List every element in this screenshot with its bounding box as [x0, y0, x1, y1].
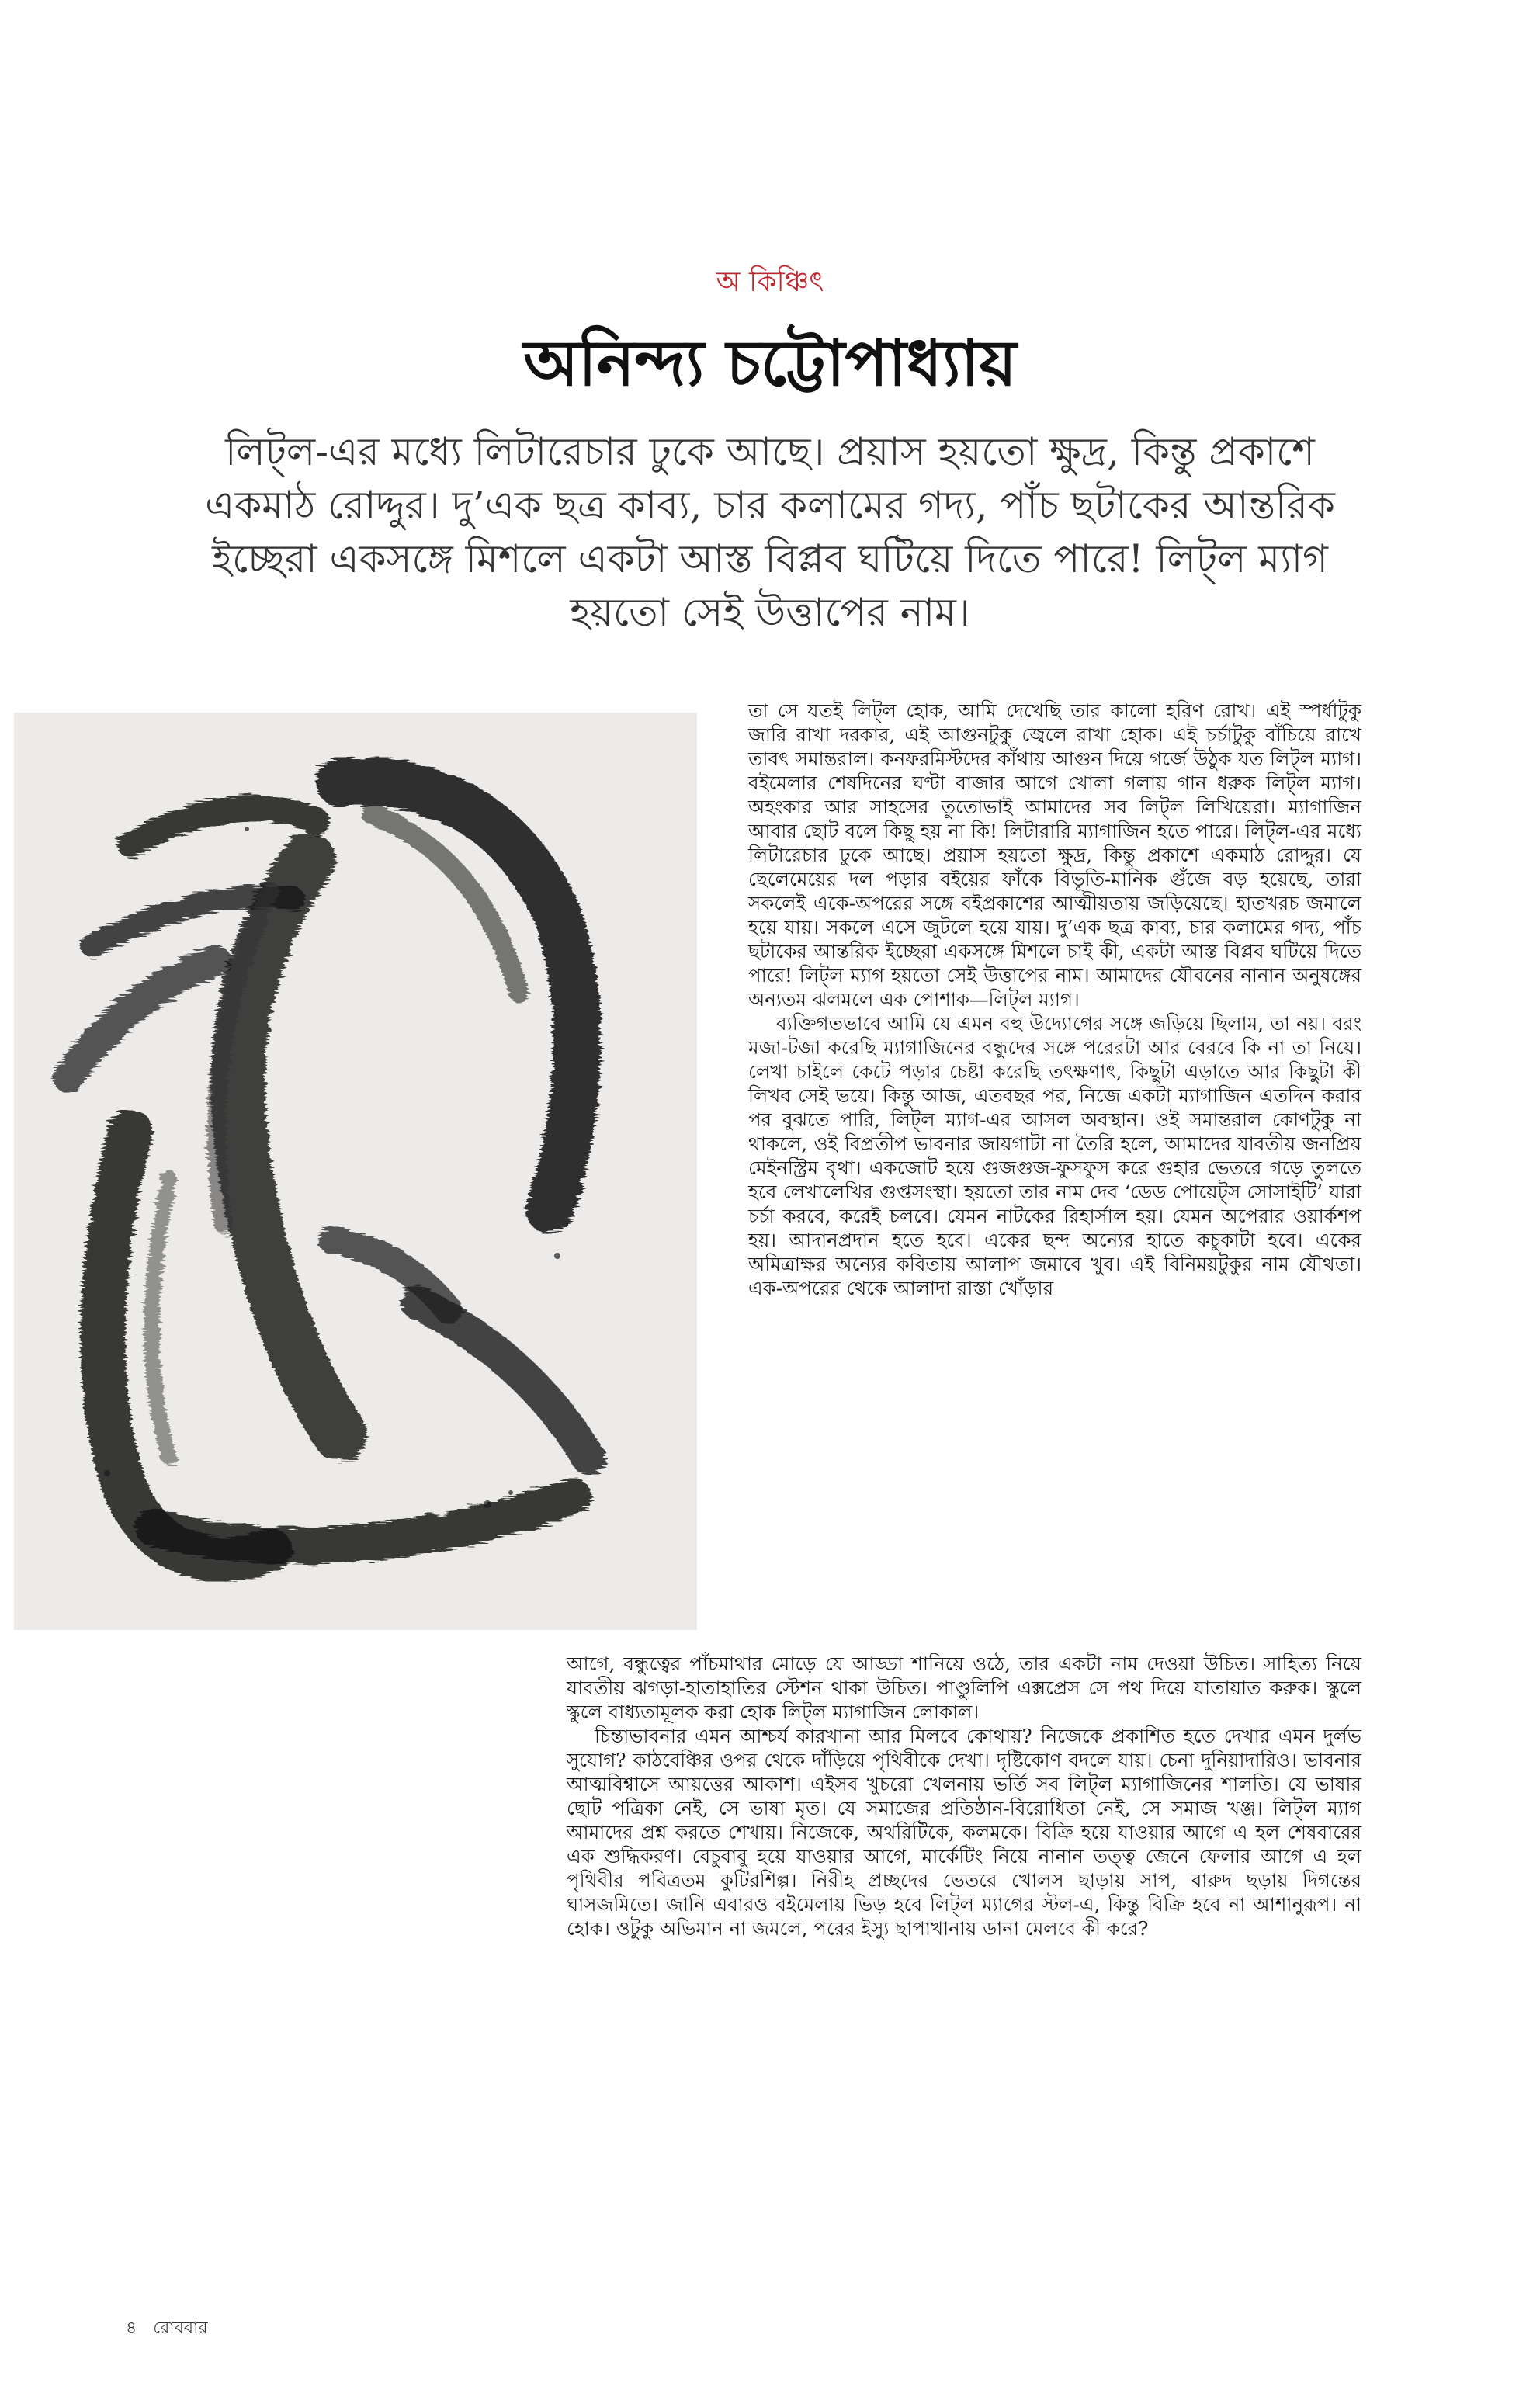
pull-quote: লিট্‌ল-এর মধ্যে লিটারেচার ঢুকে আছে। প্রয়াস হয়তো ক্ষুদ্র, কিন্তু প্রকাশে একমাঠ রোদ্দুর। দু’এক ছত্র কাব্য, চার কলামের গদ্য, পাঁচ ছটাকের আন্তরিক ইচ্ছেরা একসঙ্গে মিশলে একটা আস্ত বিপ্লব ঘটিয়ে দিতে পারে! লিট্‌ল ম্যাগ হয়তো সেই উত্তাপের নাম।	[205, 429, 1335, 635]
paragraph: ব্যক্তিগতভাবে আমি যে এমন বহু উদ্যোগের সঙ্গে জড়িয়ে ছিলাম, তা নয়। বরং মজা-টজা করেছি ম্যাগাজিনের বন্ধুদের সঙ্গে পরেরটা আর বেরবে কি না তা নিয়ে। লেখা চাইলে কেটে পড়ার চেষ্টা করেছি তৎক্ষণাৎ, কিছুটা এড়াতে আর কিছুটা কী লিখব সেই ভয়ে। কিন্তু আজ, এতবছর পর, নিজে একটা ম্যাগাজিন এতদিন করার পর বুঝতে পারি, লিট্‌ল ম্যাগ-এর আসল অবস্থান। ওই সমান্তরাল কোণটুকু না থাকলে, ওই বিপ্রতীপ ভাবনার জায়গাটা না তৈরি হলে, আমাদের যাবতীয় জনপ্রিয় মেইনস্ট্রিম বৃথা। একজোট হয়ে গুজগুজ-ফুসফুস করে গুহার ভেতরে গড়ে তুলতে হবে লেখালেখির গুপ্তসংস্থা। হয়তো তার নাম দেব ‘ডেড পোয়েট্‌স সোসাইটি’ যারা চর্চা করবে, করেই চলবে। যেমন নাটকের রিহার্সাল হয়। যেমন অপেরার ওয়ার্কশপ হয়। আদানপ্রদান হতে হবে। একের ছন্দ অন্যের হাতে কচুকাটা হবে। একের অমিত্রাক্ষর অন্যের কবিতায় আলাপ জমাবে খুব। এই বিনিময়টুকুর নাম যৌথতা। এক-অপরের থেকে আলাদা রাস্তা খোঁড়ার	[748, 1012, 1361, 1299]
publication-name: রোববার	[153, 2318, 208, 2338]
paragraph: আগে, বন্ধুত্বের পাঁচমাথার মোড়ে যে আড্ডা শানিয়ে ওঠে, তার একটা নাম দেওয়া উচিত। সাহিত্য নিয়ে যাবতীয় ঝগড়া-হাতাহাতির স্টেশন থাকা উচিত। পাণ্ডুলিপি এক্সপ্রেস সে পথ দিয়ে যাতায়াত করুক। স্কুলে স্কুলে বাধ্যতামূলক করা হোক লিট্‌ল ম্যাগাজিন লোকাল।	[567, 1653, 1361, 1723]
page-number: ৪	[126, 2318, 137, 2338]
author-name: অনিন্দ্য চট্টোপাধ্যায়	[523, 326, 1017, 401]
ink-brush-artwork	[14, 713, 697, 1630]
paragraph: তা সে যতই লিট্‌ল হোক, আমি দেখেছি তার কালো হরিণ রোখ। এই স্পর্ধাটুকু জারি রাখা দরকার, এই আগুনটুকু জ্বেলে রাখা হোক। এই চর্চাটুকু বাঁচিয়ে রাখে তাবৎ সমান্তরাল। কনফরমিস্টদের কাঁথায় আগুন দিয়ে গর্জে উঠুক যত লিট্‌ল ম্যাগ। বইমেলার শেষদিনের ঘণ্টা বাজার আগে খোলা গলায় গান ধরুক লিট্‌ল ম্যাগ। অহংকার আর সাহসের তুতোভাই আমাদের সব লিট্‌ল লিখিয়েরা। ম্যাগাজিন আবার ছোট বলে কিছু হয় না কি! লিটারারি ম্যাগাজিন হতে পারে। লিট্‌ল-এর মধ্যে লিটারেচার ঢুকে আছে। প্রয়াস হয়তো ক্ষুদ্র, কিন্তু প্রকাশে একমাঠ রোদ্দুর। যে ছেলেমেয়ের দল পড়ার বইয়ের ফাঁকে বিভূতি-মানিক গুঁজে বড় হয়েছে, তারা সকলেই একে-অপরের সঙ্গে বইপ্রকাশের আত্মীয়তায় জড়িয়েছে। হাতখরচ জমালে হয়ে যায়। সকলে এসে জুটলে হয়ে যায়। দু’এক ছত্র কাব্য, চার কলামের গদ্য, পাঁচ ছটাকের আন্তরিক ইচ্ছেরা একসঙ্গে মিশলে চাই কী, একটা আস্ত বিপ্লব ঘটিয়ে দিতে পারে! লিট্‌ল ম্যাগ হয়তো সেই উত্তাপের নাম। আমাদের যৌবনের নানান অনুষঙ্গের অন্যতম ঝলমলে এক পোশাক—লিট্‌ল ম্যাগ।	[748, 699, 1361, 1011]
ink-brush-calligraphy-icon	[14, 713, 697, 1630]
page-folio	[126, 2315, 219, 2343]
column-label: অ কিঞ্চিৎ	[716, 266, 824, 298]
article-body-bottom	[567, 1652, 1361, 1940]
article-body-top	[748, 699, 1361, 1300]
paragraph: চিন্তাভাবনার এমন আশ্চর্য কারখানা আর মিলবে কোথায়? নিজেকে প্রকাশিত হতে দেখার এমন দুর্লভ সুযোগ? কাঠবেঞ্চির ওপর থেকে দাঁড়িয়ে পৃথিবীকে দেখা। দৃষ্টিকোণ বদলে যায়। চেনা দুনিয়াদারিও। ভাবনার আত্মবিশ্বাসে আয়ত্তের আকাশ। এইসব খুচরো খেলনায় ভর্তি সব লিট্‌ল ম্যাগাজিনের শালতি। যে ভাষার ছোট পত্রিকা নেই, সে ভাষা মৃত। যে সমাজের প্রতিষ্ঠান-বিরোধিতা নেই, সে সমাজ খঞ্জ। লিট্‌ল ম্যাগ আমাদের প্রশ্ন করতে শেখায়। নিজেকে, অথরিটিকে, কলমকে। বিক্রি হয়ে যাওয়ার আগে এ হল শেষবারের এক শুদ্ধিকরণ। বেচুবাবু হয়ে যাওয়ার আগে, মার্কেটিং নিয়ে নানান তত্ত্ব জেনে ফেলার আগে এ হল পৃথিবীর পবিত্রতম কুটিরশিল্প। নিরীহ প্রচ্ছদের ভেতরে খোলস ছাড়ায় সাপ, বারুদ ছড়ায় দিগন্তের ঘাসজমিতে। জানি এবারও বইমেলায় ভিড় হবে লিট্‌ল ম্যাগের স্টল-এ, কিন্তু বিক্রি হবে না আশানুরূপ। না হোক। ওটুকু অভিমান না জমলে, পরের ইস্যু ছাপাখানায় ডানা মেলবে কী করে?	[567, 1725, 1361, 1940]
